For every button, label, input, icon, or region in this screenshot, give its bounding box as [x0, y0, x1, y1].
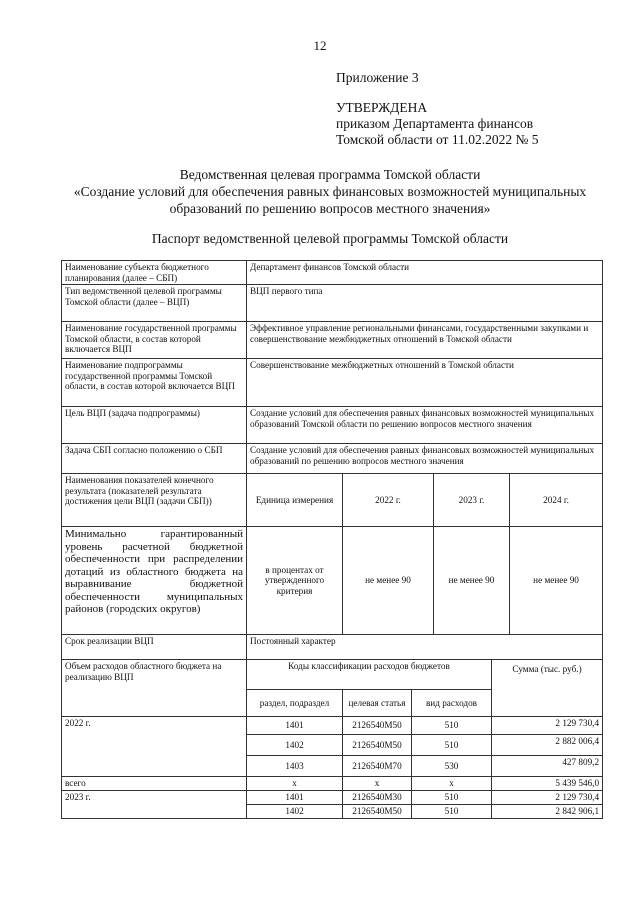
sbp-label: Наименование субъекта бюджетного планирования (далее – СБП)	[62, 261, 247, 285]
year-2023-header: 2023 г.	[434, 474, 510, 527]
table-row	[62, 660, 603, 690]
table-row	[62, 635, 603, 660]
exp-type: 510	[412, 791, 492, 805]
year-2022-header: 2022 г.	[343, 474, 434, 527]
approval-line-2: Томской области от 11.02.2022 № 5	[336, 132, 539, 147]
exp-sum: 2 129 730,4	[492, 791, 603, 805]
program-title	[60, 166, 600, 217]
exp-sum: 2 842 906,1	[492, 805, 603, 819]
exp-article: 2126540М70	[343, 756, 412, 777]
term-value: Постоянный характер	[247, 635, 603, 660]
table-row	[62, 791, 603, 805]
title-line-3: образований по решению вопросов местного значения»	[169, 201, 491, 216]
exp-sum: 2 129 730,4	[492, 717, 603, 735]
exp-label: 2022 г.	[62, 717, 247, 735]
exp-article: х	[343, 777, 412, 791]
exp-article: 2126540М50	[343, 805, 412, 819]
exp-label	[62, 735, 247, 756]
approval-line-1: приказом Департамента финансов	[336, 116, 534, 131]
exp-article: 2126540М50	[343, 735, 412, 756]
table-row	[62, 777, 603, 791]
exp-label	[62, 805, 247, 819]
title-line-1: Ведомственная целевая программа Томской области	[179, 167, 481, 182]
exp-type: 510	[412, 805, 492, 819]
gp-label: Наименование государственной программы Томской области, в состав которой включается ВЦП	[62, 322, 247, 359]
table-row	[62, 322, 603, 359]
exp-sum: 5 439 546,0	[492, 777, 603, 791]
exp-label: всего	[62, 777, 247, 791]
expenditure-label: Объем расходов областного бюджета на реализацию ВЦП	[62, 660, 247, 717]
exp-section: 1402	[247, 735, 343, 756]
indicator-name: Минимально гарантированный уровень расчетной бюджетной обеспеченности при распределении дотаций из областного бюджета на выравнивание бюджетной обеспеченности муниципальных районов (городских округов)	[62, 527, 247, 635]
goal-label: Цель ВЦП (задача подпрограммы)	[62, 407, 247, 444]
exp-sum: 2 882 006,4	[492, 735, 603, 756]
appendix-label: Приложение 3	[336, 70, 419, 85]
exp-section: 1401	[247, 717, 343, 735]
passport-title: Паспорт ведомственной целевой программы Томской области	[151, 231, 509, 246]
exp-type: 530	[412, 756, 492, 777]
subprogram-label: Наименование подпрограммы государственной программы Томской области, в состав которой включается ВЦП	[62, 359, 247, 407]
exp-label: 2023 г.	[62, 791, 247, 805]
exp-section: 1403	[247, 756, 343, 777]
type-label: Тип ведомственной целевой программы Томской области (далее – ВЦП)	[62, 285, 247, 322]
type-header: вид расходов	[412, 690, 492, 717]
table-row	[62, 359, 603, 407]
section-header: раздел, подраздел	[247, 690, 343, 717]
table-row	[62, 735, 603, 756]
table-row	[62, 717, 603, 735]
exp-section: х	[247, 777, 343, 791]
title-line-2: «Создание условий для обеспечения равных финансовых возможностей муниципальных	[73, 184, 587, 199]
goal-value: Создание условий для обеспечения равных финансовых возможностей муниципальных образований Томской области по решению вопросов местного значения	[247, 407, 603, 444]
exp-type: 510	[412, 717, 492, 735]
sbp-value: Департамент финансов Томской области	[247, 261, 603, 285]
gp-value: Эффективное управление региональными финансами, государственными закупками и совершенствование межбюджетных отношений в Томской области	[247, 322, 603, 359]
task-label: Задача СБП согласно положению о СБП	[62, 444, 247, 474]
table-row	[62, 444, 603, 474]
sum-header: Сумма (тыс. руб.)	[492, 660, 603, 717]
type-value: ВЦП первого типа	[247, 285, 603, 322]
exp-article: 2126540М50	[343, 717, 412, 735]
codes-header: Коды классификации расходов бюджетов	[247, 660, 492, 690]
exp-section: 1402	[247, 805, 343, 819]
exp-article: 2126540М30	[343, 791, 412, 805]
table-row	[62, 756, 603, 777]
exp-sum: 427 809,2	[492, 756, 603, 777]
table-row	[62, 527, 603, 635]
indicator-2023: не менее 90	[434, 527, 510, 635]
exp-type: х	[412, 777, 492, 791]
table-row	[62, 285, 603, 322]
indicator-unit: в процентах от утвержденного критерия	[247, 527, 343, 635]
table-row	[62, 474, 603, 527]
unit-header: Единица измерения	[247, 474, 343, 527]
table-row	[62, 805, 603, 819]
indicator-2022: не менее 90	[343, 527, 434, 635]
term-label: Срок реализации ВЦП	[62, 635, 247, 660]
year-2024-header: 2024 г.	[510, 474, 603, 527]
exp-type: 510	[412, 735, 492, 756]
approved-label: УТВЕРЖДЕНА	[336, 100, 428, 115]
table-row	[62, 261, 603, 285]
subprogram-value: Совершенствование межбюджетных отношений в Томской области	[247, 359, 603, 407]
indicator-label: Наименования показателей конечного результата (показателей результата достижения цели ВЦП (задачи СБП))	[62, 474, 247, 527]
indicator-2024: не менее 90	[510, 527, 603, 635]
article-header: целевая статья	[343, 690, 412, 717]
task-value: Создание условий для обеспечения равных финансовых возможностей муниципальных образований по решению вопросов местного значения	[247, 444, 603, 474]
approval-block	[336, 70, 538, 148]
exp-label	[62, 756, 247, 777]
page-number: 12	[313, 38, 327, 53]
passport-table	[61, 260, 603, 819]
exp-section: 1401	[247, 791, 343, 805]
table-row	[62, 407, 603, 444]
